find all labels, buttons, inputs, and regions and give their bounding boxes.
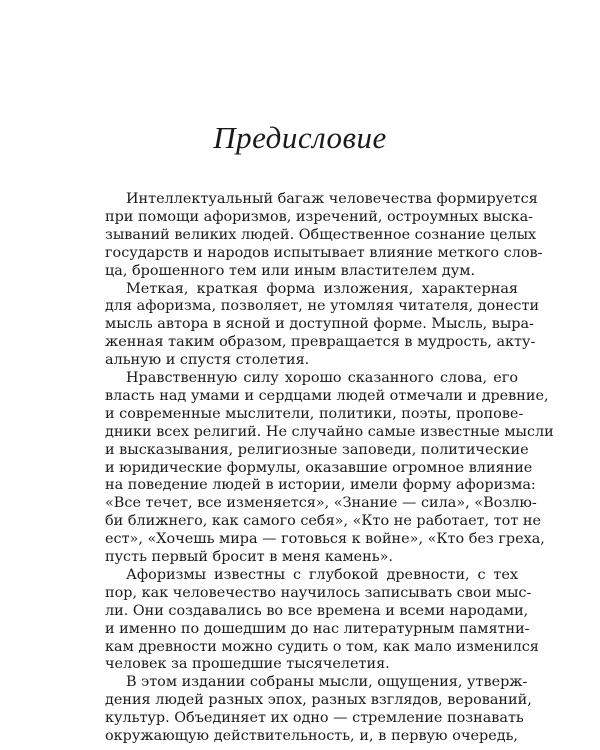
text-line: кам древности можно судить о том, как мало изменился [105, 638, 539, 655]
text-line: человек за прошедшие тысячелетия. [105, 656, 390, 673]
text-line: мысль автора в ясной и доступной форме. Мысль, выра- [105, 316, 534, 333]
text-line: и юридические формулы, оказавшие огромное влияние [105, 459, 533, 476]
text-line: и высказывания, религиозные заповеди, политические [105, 441, 529, 458]
text-line: ест», «Хочешь мира — готовься к войне», «Кто без греха, [105, 531, 545, 548]
text-line: окружающую действительность, и, в первую очередь, [105, 728, 518, 744]
text-line: би ближнего, как самого себя», «Кто не работает, тот не [105, 513, 541, 530]
text-line: на поведение людей в истории, имели форму афоризма: [105, 477, 536, 494]
text-line: Афоризмы известны с глубокой древности, с тех [126, 566, 518, 583]
text-line: зываний великих людей. Общественное сознание целых [105, 226, 537, 243]
text-line: пор, как человечество научилось записывать свои мыс- [105, 584, 532, 601]
text-line: для афоризма, позволяет, не утомляя читателя, донести [105, 298, 540, 315]
text-line: Интеллектуальный багаж человечества формируется [126, 191, 538, 207]
text-line: власть над умами и сердцами людей отмечали и древние, [105, 387, 549, 404]
chapter-title: Предисловие [213, 120, 387, 155]
text-line: ли. Они создавались во все времена и всеми народами, [105, 602, 529, 619]
text-line: В этом издании собраны мысли, ощущения, утверж- [126, 674, 528, 691]
text-line: пусть первый бросит в меня камень». [105, 549, 393, 565]
text-line: дения людей разных эпох, разных взглядов, верований, [105, 692, 532, 709]
text-line: дники всех религий. Не случайно самые известные мысли [105, 423, 554, 440]
text-line: культур. Объединяет их одно — стремление познавать [105, 710, 524, 727]
text-line: «Все течет, все изменяется», «Знание — сила», «Возлю- [105, 495, 537, 512]
text-line: и именно по дошедшим до нас литературным памятни- [105, 620, 530, 637]
text-line: альную и спустя столетия. [105, 352, 310, 369]
text-line: женная таким образом, превращается в мудрость, акту- [105, 334, 536, 351]
text-line: ца, брошенного тем или иным властителем дум. [105, 262, 476, 279]
text-line: и современные мыслители, политики, поэты, пропове- [105, 405, 524, 422]
text-line: государств и народов испытывает влияние меткого слов- [105, 244, 543, 261]
text-line: Меткая, краткая форма изложения, характерная [126, 280, 518, 297]
text-line: при помощи афоризмов, изречений, остроумных выска- [105, 208, 534, 225]
text-line: Нравственную силу хорошо сказанного слова, его [126, 370, 518, 386]
